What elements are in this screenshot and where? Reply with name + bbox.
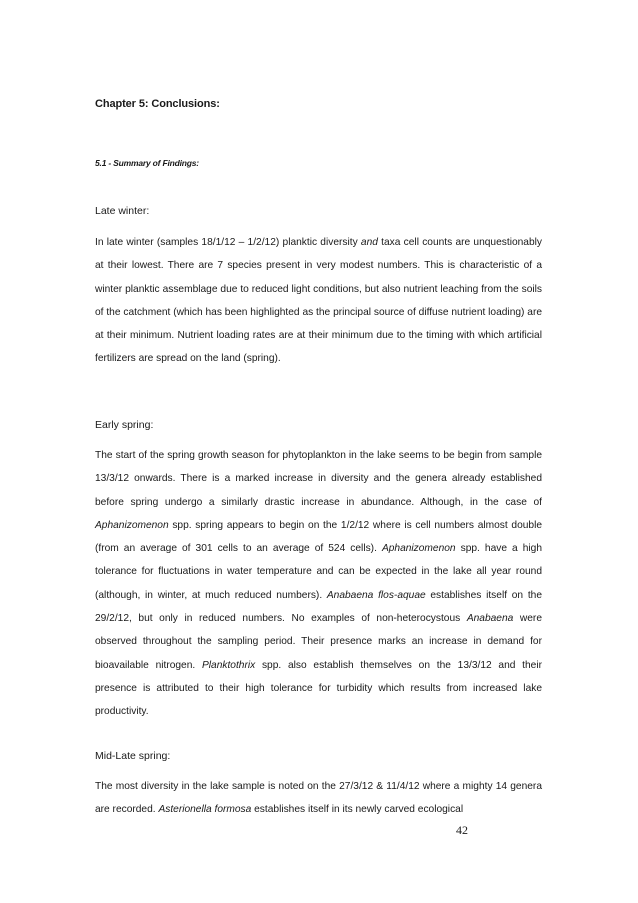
early-spring-heading: Early spring:	[95, 419, 154, 431]
section-title: 5.1 - Summary of Findings:	[95, 158, 199, 168]
page-number: 42	[456, 823, 468, 837]
chapter-title: Chapter 5: Conclusions:	[95, 98, 220, 110]
mid-late-spring-heading: Mid-Late spring:	[95, 750, 171, 762]
late-winter-paragraph: In late winter (samples 18/1/12 – 1/2/12) planktic diversity and taxa cell counts are unquestionably at their lowest. There are 7 species present in very modest numbers. This is characteristic of a winter planktic assemblage due to reduced light conditions, but also nutrient leaching from the soils of the catchment (which has been highlighted as the principal source of diffuse nutrient loading) are at their minimum. Nutrient loading rates are at their minimum due to the timing with which artificial fertilizers are spread on the land (spring).	[95, 237, 542, 365]
late-winter-heading: Late winter:	[95, 205, 150, 217]
early-spring-paragraph: The start of the spring growth season for phytoplankton in the lake seems to be begin from sample 13/3/12 onwards. There is a marked increase in diversity and the genera already established before spring undergo a similarly drastic increase in abundance. Although, in the case of Aphanizomenon spp. spring appears to begin on the 1/2/12 where is cell numbers almost double (from an average of 301 cells to an average of 524 cells). Aphanizomenon spp. have a high tolerance for fluctuations in water temperature and can be expected in the lake all year round (although, in winter, at much reduced numbers). Anabaena flos-aquae establishes itself on the 29/2/12, but only in reduced numbers. No examples of non-heterocystous Anabaena were observed throughout the sampling period. Their presence marks an increase in demand for bioavailable nitrogen. Planktothrix spp. also establish themselves on the 13/3/12 and their presence is attributed to their high tolerance for turbidity which results from increased lake productivity.	[95, 450, 542, 718]
mid-late-spring-paragraph: The most diversity in the lake sample is noted on the 27/3/12 & 11/4/12 where a mighty 14 genera are recorded. Asterionella formosa establishes itself in its newly carved ecological	[95, 781, 542, 816]
